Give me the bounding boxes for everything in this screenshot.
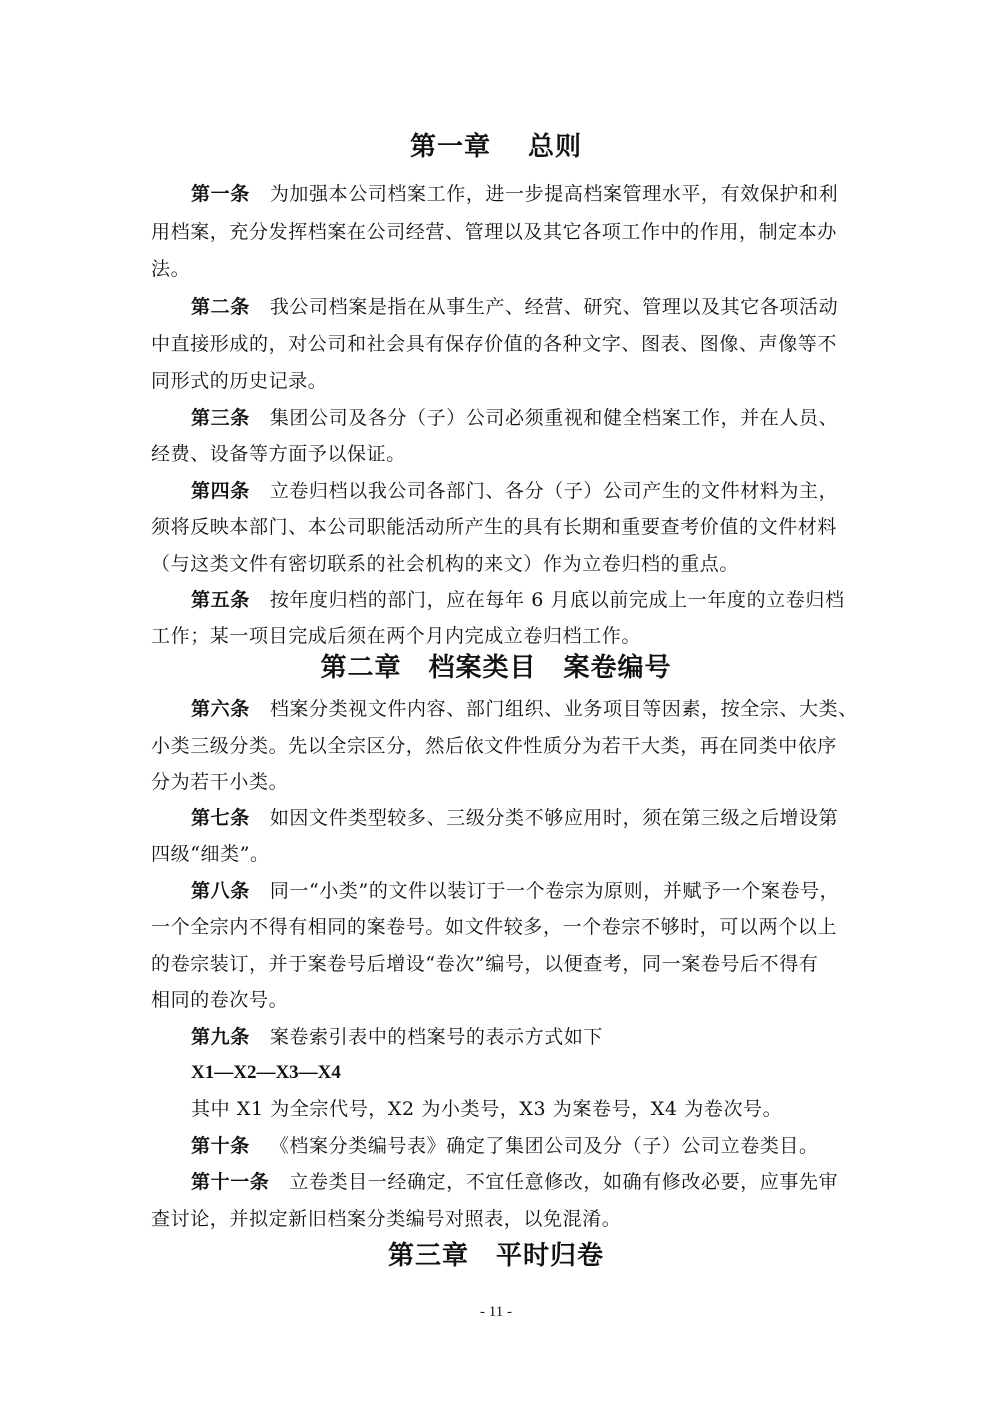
- article-10-label: 第十条: [191, 1135, 250, 1157]
- formula-explanation: 其中 X1 为全宗代号，X2 为小类号，X3 为案卷号，X4 为卷次号。: [191, 1098, 783, 1120]
- article-8-label: 第八条: [191, 880, 250, 902]
- article-6-label: 第六条: [191, 698, 250, 720]
- article-6-line-1: 第六条 档案分类视文件内容、部门组织、业务项目等因素，按全宗、大类、: [191, 698, 858, 720]
- article-3-line-2: 经费、设备等方面予以保证。: [151, 443, 406, 465]
- article-2-line-2: 中直接形成的，对公司和社会具有保存价值的各种文字、图表、图像、声像等不: [151, 333, 838, 355]
- article-3-line-1: 第三条 集团公司及各分（子）公司必须重视和健全档案工作，并在人员、: [191, 407, 839, 429]
- article-1-line-3: 法。: [151, 258, 191, 280]
- archive-number-formula: X1—X2—X3—X4: [191, 1062, 341, 1083]
- article-8-line-2: 一个全宗内不得有相同的案卷号。如文件较多，一个卷宗不够时，可以两个以上: [151, 916, 838, 938]
- article-8-line-4: 相同的卷次号。: [151, 989, 289, 1011]
- article-6-line-3: 分为若干小类。: [151, 771, 289, 793]
- chapter-2-title: 第二章 档案类目 案卷编号: [320, 653, 672, 683]
- chapter-1-title: 第一章 总则: [409, 132, 583, 162]
- article-8-line-3: 的卷宗装订，并于案卷号后增设“卷次”编号，以便查考，同一案卷号后不得有: [151, 953, 819, 975]
- article-4-line-1: 第四条 立卷归档以我公司各部门、各分（子）公司产生的文件材料为主，: [191, 480, 839, 502]
- article-7-line-1: 第七条 如因文件类型较多、三级分类不够应用时，须在第三级之后增设第: [191, 807, 839, 829]
- article-5-line-2: 工作；某一项目完成后须在两个月内完成立卷归档工作。: [151, 625, 642, 647]
- article-2-label: 第二条: [191, 296, 250, 318]
- article-9-line-1: 第九条 案卷索引表中的档案号的表示方式如下: [191, 1026, 604, 1048]
- article-1-line-2: 用档案，充分发挥档案在公司经营、管理以及其它各项工作中的作用，制定本办: [151, 221, 838, 243]
- article-10-line-1: 第十条 《档案分类编号表》确定了集团公司及分（子）公司立卷类目。: [191, 1135, 819, 1157]
- article-4-line-3: （与这类文件有密切联系的社会机构的来文）作为立卷归档的重点。: [151, 553, 740, 575]
- article-5-label: 第五条: [191, 589, 250, 611]
- article-11-label: 第十一条: [191, 1171, 270, 1193]
- article-1-line-1: 第一条 为加强本公司档案工作，进一步提高档案管理水平，有效保护和利: [191, 183, 839, 205]
- article-7-line-2: 四级“细类”。: [151, 843, 270, 865]
- article-5-line-1: 第五条 按年度归档的部门，应在每年 6 月底以前完成上一年度的立卷归档: [191, 589, 845, 611]
- article-1-label: 第一条: [191, 183, 250, 205]
- article-3-label: 第三条: [191, 407, 250, 429]
- article-4-line-2: 须将反映本部门、本公司职能活动所产生的具有长期和重要查考价值的文件材料: [151, 516, 838, 538]
- article-4-label: 第四条: [191, 480, 250, 502]
- article-6-line-2: 小类三级分类。先以全宗区分，然后依文件性质分为若干大类，再在同类中依序: [151, 735, 838, 757]
- article-11-line-2: 查讨论，并拟定新旧档案分类编号对照表，以免混淆。: [151, 1208, 622, 1230]
- article-9-label: 第九条: [191, 1026, 250, 1048]
- article-2-line-1: 第二条 我公司档案是指在从事生产、经营、研究、管理以及其它各项活动: [191, 296, 839, 318]
- chapter-3-title: 第三章 平时归卷: [387, 1241, 604, 1271]
- article-11-line-1: 第十一条 立卷类目一经确定，不宜任意修改，如确有修改必要，应事先审: [191, 1171, 839, 1193]
- article-8-line-1: 第八条 同一“小类”的文件以装订于一个卷宗为原则，并赋予一个案卷号，: [191, 880, 840, 902]
- article-2-line-3: 同形式的历史记录。: [151, 370, 328, 392]
- page-number: - 11 -: [480, 1304, 512, 1320]
- article-7-label: 第七条: [191, 807, 250, 829]
